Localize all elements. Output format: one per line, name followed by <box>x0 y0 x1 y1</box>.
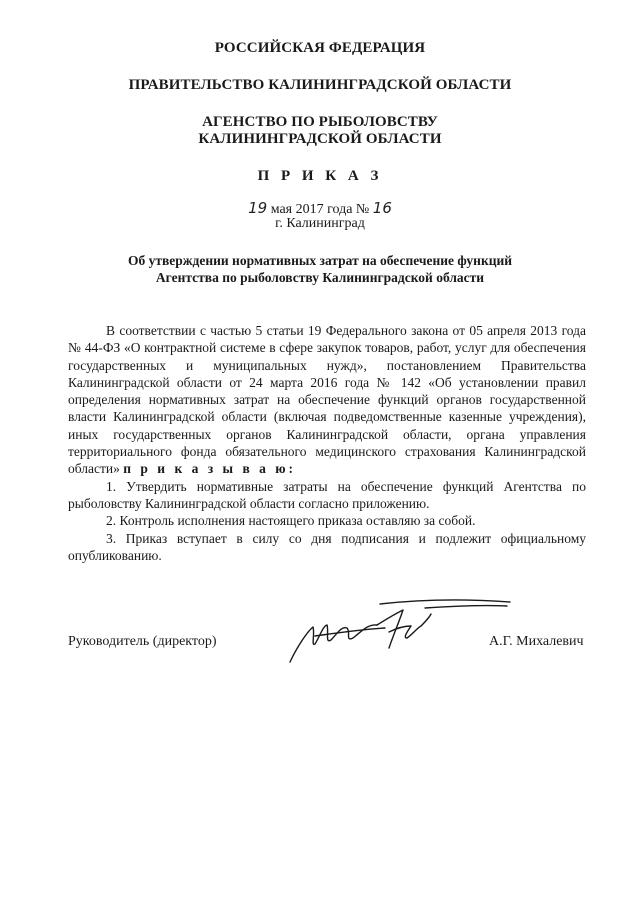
item-2: 2. Контроль исполнения настоящего приказа оставляю за собой. <box>106 513 476 529</box>
item-1: 1. Утвердить нормативные затраты на обеспечение функций Агентства по рыболовству Калининградской области согласно приложению. <box>68 478 586 511</box>
header-country: РОССИЙСКАЯ ФЕДЕРАЦИЯ <box>214 40 426 56</box>
item-3: 3. Приказ вступает в силу со дня подписания и подлежит официальному опубликованию. <box>68 530 586 563</box>
body-text <box>68 322 586 564</box>
handwritten-signature <box>285 592 515 672</box>
handwritten-number: 16 <box>372 199 392 217</box>
signatory-name: А.Г. Михалевич <box>489 634 584 649</box>
preamble-text: В соответствии с частью 5 статьи 19 Федерального закона от 05 апреля 2013 года № 44-ФЗ «О контрактной системе в сфере закупок товаров, работ, услуг для обеспечения государственных и муниципальных нужд», постановлением Правительства Калининградской области от 24 марта 2016 года № 142 «Об установлении правил определения нормативных затрат на обеспечение функций органов государственной власти Калининградской области (включая подведомственные казенные учреждения), иных государственных органов Калининградской области, органа управления территориального фонда обязательного медицинского страхования Калининградской области» <box>68 323 586 477</box>
header-government: ПРАВИТЕЛЬСТВО КАЛИНИНГРАДСКОЙ ОБЛАСТИ <box>128 77 512 93</box>
header-agency-line1: АГЕНСТВО ПО РЫБОЛОВСТВУ <box>202 114 438 130</box>
handwritten-day: 19 <box>248 199 268 217</box>
subject-line2: Агентства по рыболовству Калининградской области <box>155 270 485 285</box>
header-agency-line2: КАЛИНИНГРАДСКОЙ ОБЛАСТИ <box>198 131 442 147</box>
document-type-title: П Р И К А З <box>257 168 383 184</box>
city-line: г. Калининград <box>275 216 365 231</box>
signatory-position: Руководитель (директор) <box>68 634 217 649</box>
preamble-paragraph <box>68 322 586 478</box>
order-word: п р и к а з ы в а ю: <box>123 461 297 477</box>
date-text: мая 2017 года № <box>270 202 370 217</box>
subject-line1: Об утверждении нормативных затрат на обеспечение функций <box>127 253 513 268</box>
